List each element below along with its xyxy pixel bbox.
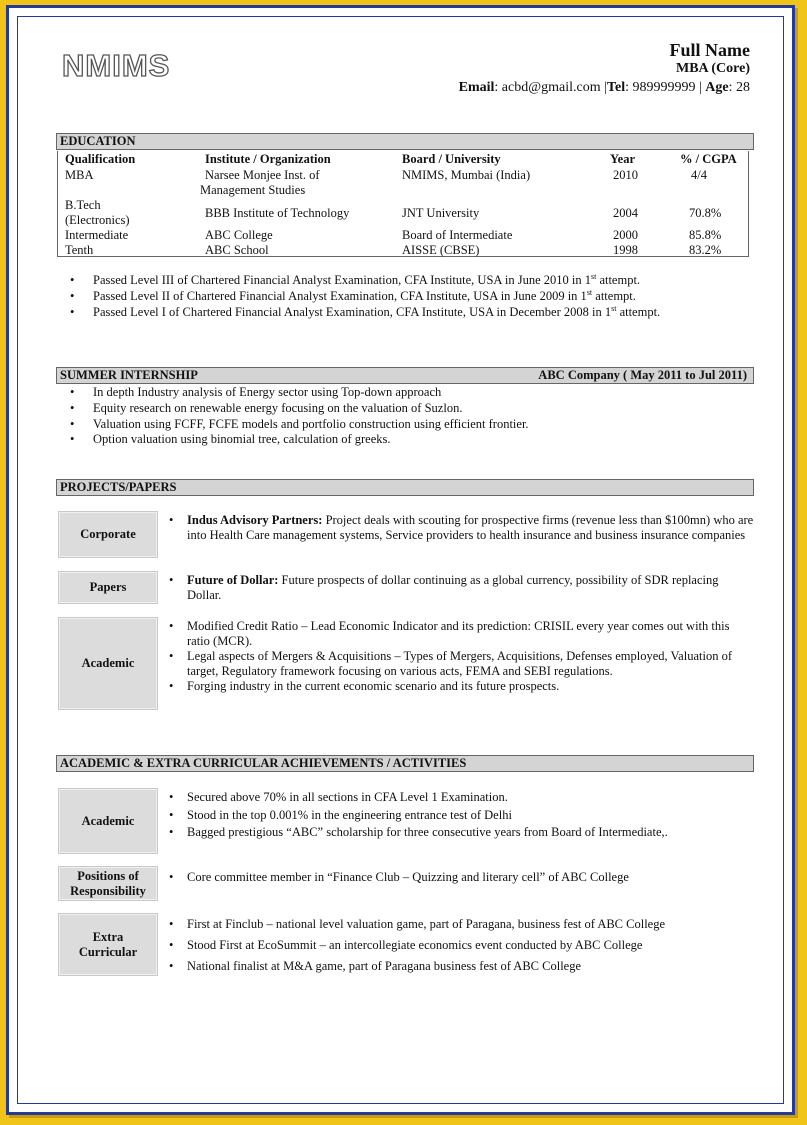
table-cell: Management Studies	[200, 183, 306, 197]
list-item: • Stood First at EcoSummit – an intercollegiate economics event conducted by ABC College	[165, 935, 755, 956]
table-cell: 70.8%	[689, 206, 722, 220]
list-item: • National finalist at M&A game, part of Paragana business fest of ABC College	[165, 956, 755, 977]
positions-list	[165, 870, 755, 885]
nmims-logo: NMIMS	[62, 48, 171, 83]
table-cell: Board of Intermediate	[402, 228, 513, 242]
table-cell: AISSE (CBSE)	[402, 243, 480, 257]
col-institute: Institute / Organization	[205, 152, 331, 166]
education-header: EDUCATION	[56, 133, 754, 150]
table-cell: ABC College	[205, 228, 273, 242]
positions-label: Positions of Responsibility	[59, 867, 157, 900]
age-value: : 28	[728, 80, 750, 95]
corporate-list	[165, 513, 755, 543]
cfa-list	[57, 273, 757, 320]
list-item: • First at Finclub – national level valuation game, part of Paragana, business fest of ABC College	[165, 914, 755, 935]
table-cell: (Electronics)	[65, 213, 130, 227]
internship-company: ABC Company ( May 2011 to Jul 2011)	[538, 368, 747, 382]
list-item: • Bagged prestigious “ABC” scholarship for three consecutive years from Board of Intermediate,.	[165, 824, 755, 842]
degree: MBA (Core)	[676, 61, 750, 76]
table-cell: 2010	[613, 168, 638, 182]
table-cell: NMIMS, Mumbai (India)	[402, 168, 531, 182]
table-cell: Narsee Monjee Inst. of	[205, 168, 320, 182]
list-item: • Legal aspects of Mergers & Acquisitions – Types of Mergers, Acquisitions, Defenses employed, Valuation of target, Regulatory framework focusing on various acts, FEMA and SEBI regulations.	[165, 649, 755, 679]
list-item: • In depth Industry analysis of Energy sector using Top-down approach	[57, 385, 757, 401]
list-item: • Future of Dollar: Future prospects of dollar continuing as a global currency, possibility of SDR replacing Dollar.	[165, 573, 745, 603]
contact-line	[459, 80, 750, 96]
table-cell: 85.8%	[689, 228, 722, 242]
email-value: : acbd@gmail.com |	[494, 80, 607, 95]
projects-header: PROJECTS/PAPERS	[56, 479, 754, 496]
papers-list	[165, 573, 745, 603]
tel-value: : 989999999 |	[625, 80, 702, 95]
col-qualification: Qualification	[65, 152, 136, 166]
list-item: • Passed Level II of Chartered Financial Analyst Examination, CFA Institute, USA in June 2009 in 1st attempt.	[57, 289, 757, 305]
table-cell: 2004	[613, 206, 638, 220]
list-item: • Valuation using FCFF, FCFE models and portfolio construction using efficient frontier.	[57, 417, 757, 433]
list-item: • Core committee member in “Finance Club – Quizzing and literary cell” of ABC College	[165, 870, 755, 885]
table-cell: 1998	[613, 243, 638, 257]
tel-label: Tel	[606, 80, 626, 95]
list-item: • Indus Advisory Partners: Project deals with scouting for prospective firms (revenue less than $100mn) who are into Health Care management systems, Service providers to health insurance and business insurance companies	[165, 513, 755, 543]
list-item: • Passed Level I of Chartered Financial Analyst Examination, CFA Institute, USA in December 2008 in 1st attempt.	[57, 305, 757, 321]
col-board: Board / University	[402, 152, 501, 166]
education-table	[57, 151, 749, 257]
table-cell: BBB Institute of Technology	[205, 206, 350, 220]
list-item: • Modified Credit Ratio – Lead Economic Indicator and its prediction: CRISIL every year comes out with this ratio (MCR).	[165, 619, 755, 649]
col-cgpa: % / CGPA	[680, 152, 737, 166]
list-item: • Forging industry in the current economic scenario and its future prospects.	[165, 679, 755, 694]
achievements-academic-list	[165, 789, 755, 842]
internship-list	[57, 385, 757, 448]
table-cell: B.Tech	[65, 198, 101, 212]
email-label: Email	[458, 80, 495, 95]
extra-curricular-list	[165, 914, 755, 977]
table-cell: 4/4	[691, 168, 707, 182]
list-item: • Stood in the top 0.001% in the engineering entrance test of Delhi	[165, 807, 755, 825]
table-cell: ABC School	[205, 243, 269, 257]
table-cell: MBA	[65, 168, 94, 182]
list-item: • Secured above 70% in all sections in CFA Level 1 Examination.	[165, 789, 755, 807]
table-cell: Intermediate	[65, 228, 129, 242]
full-name: Full Name	[669, 40, 750, 60]
corporate-label: Corporate	[59, 512, 157, 557]
list-item: • Passed Level III of Chartered Financial Analyst Examination, CFA Institute, USA in June 2010 in 1st attempt.	[57, 273, 757, 289]
table-cell: Tenth	[65, 243, 94, 257]
list-item: • Option valuation using binomial tree, calculation of greeks.	[57, 432, 757, 448]
col-year: Year	[610, 152, 635, 166]
projects-academic-label: Academic	[59, 618, 157, 709]
table-cell: 83.2%	[689, 243, 722, 257]
projects-academic-list	[165, 619, 755, 694]
papers-label: Papers	[59, 572, 157, 603]
achievements-header: ACADEMIC & EXTRA CURRICULAR ACHIEVEMENTS / ACTIVITIES	[56, 755, 754, 772]
achievements-academic-label: Academic	[59, 789, 157, 853]
table-cell: 2000	[613, 228, 638, 242]
list-item: • Equity research on renewable energy focusing on the valuation of Suzlon.	[57, 401, 757, 417]
internship-header: SUMMER INTERNSHIP ABC Company ( May 2011 to Jul 2011)	[56, 367, 754, 384]
extra-curricular-label: Extra Curricular	[59, 914, 157, 975]
table-cell: JNT University	[402, 206, 480, 220]
age-label: Age	[705, 80, 729, 95]
